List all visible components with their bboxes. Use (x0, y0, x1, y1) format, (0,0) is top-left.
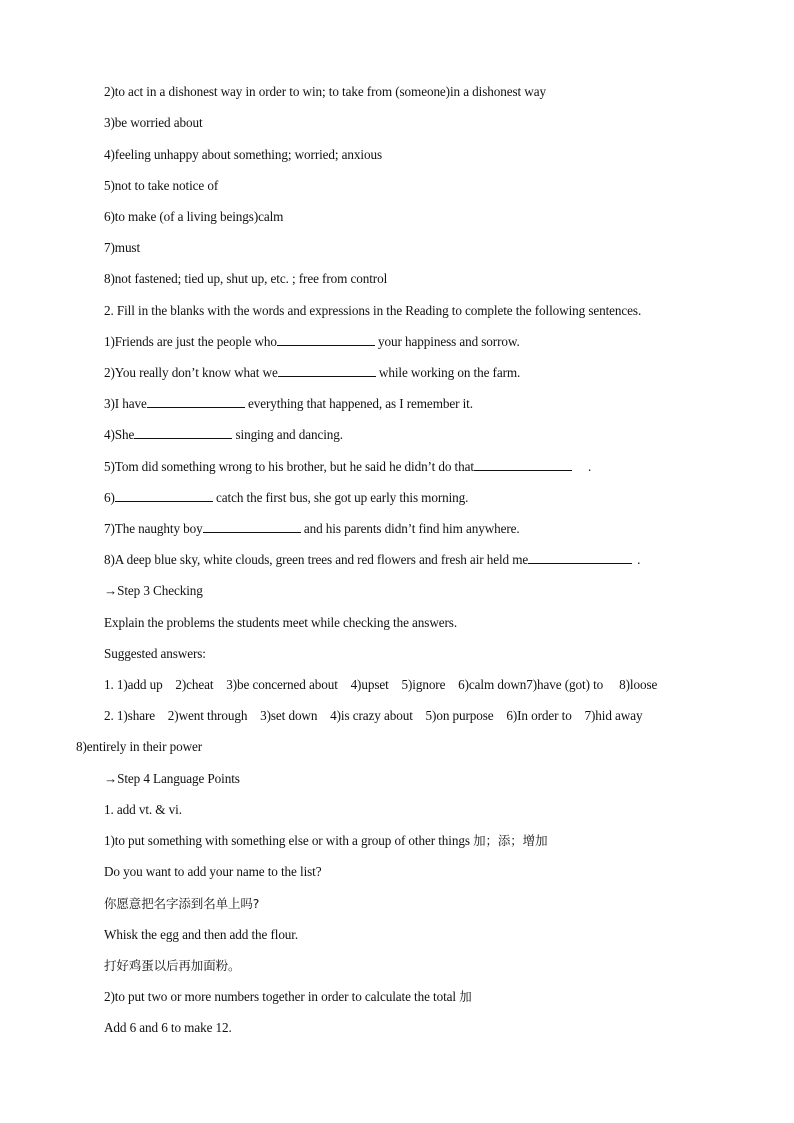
answers-task2: 2. 1)share 2)went through 3)set down 4)is crazy about 5)on purpose 6)In order to 7)hid away (104, 708, 643, 723)
fill-sentence-4-start: 4)She (104, 427, 135, 442)
fill-sentence-3-start: 3)I have (104, 396, 147, 411)
example-2-cn: 打好鸡蛋以后再加面粉。 (104, 958, 241, 973)
fill-sentence-6-start: 6) (104, 490, 115, 505)
definition-5: 5)not to take notice of (104, 178, 219, 193)
add-definition-2 (104, 988, 472, 1006)
add-definition-1-en: 1)to put something with something else or with a group of other things (104, 833, 474, 848)
fill-sentence-6 (104, 489, 468, 507)
suggested-answers-label: Suggested answers: (104, 646, 206, 661)
fill-sentence-5 (104, 458, 591, 476)
fill-sentence-8-end: . (637, 552, 641, 567)
fill-sentence-3 (104, 395, 473, 413)
task2-instruction: 2. Fill in the blanks with the words and expressions in the Reading to complete the following sentences. (104, 303, 642, 318)
answer-blank-3 (147, 395, 245, 408)
answer-blank-1 (277, 333, 375, 346)
fill-sentence-8 (104, 551, 640, 569)
fill-sentence-2-start: 2)You really don’t know what we (104, 365, 278, 380)
fill-sentence-6-end: catch the first bus, she got up early this morning. (212, 490, 469, 505)
fill-sentence-7-start: 7)The naughty boy (104, 521, 203, 536)
definition-2: 2)to act in a dishonest way in order to win; to take from (someone)in a dishonest way (104, 84, 546, 99)
fill-sentence-5-end: . (587, 459, 592, 474)
answers-task2-continued: 8)entirely in their power (76, 739, 203, 754)
add-definition-2-cn: 加 (459, 989, 472, 1004)
fill-sentence-4 (104, 426, 343, 444)
definition-3: 3)be worried about (104, 115, 203, 130)
example-3-en: Add 6 and 6 to make 12. (104, 1020, 232, 1035)
step3-explain: Explain the problems the students meet while checking the answers. (104, 615, 458, 630)
fill-sentence-5-start: 5)Tom did something wrong to his brother, but he said he didn’t do that (104, 459, 474, 474)
definition-4: 4)feeling unhappy about something; worried; anxious (104, 147, 383, 162)
add-definition-1 (104, 832, 547, 850)
fill-sentence-2-end: while working on the farm. (375, 365, 521, 380)
language-point-1: 1. add vt. & vi. (104, 802, 182, 817)
example-1-cn: 你愿意把名字添到名单上吗? (104, 896, 260, 911)
definition-7: 7)must (104, 240, 141, 255)
fill-sentence-1 (104, 333, 520, 351)
definition-8: 8)not fastened; tied up, shut up, etc. ; free from control (104, 271, 388, 286)
fill-sentence-8-start: 8)A deep blue sky, white clouds, green trees and red flowers and fresh air held me (104, 552, 529, 567)
answers-task1: 1. 1)add up 2)cheat 3)be concerned about 4)upset 5)ignore 6)calm down7)have (got) to 8)loose (104, 677, 658, 692)
add-definition-1-cn: 加；添；增加 (473, 833, 548, 848)
fill-sentence-1-start: 1)Friends are just the people who (104, 334, 277, 349)
fill-sentence-1-end: your happiness and sorrow. (374, 334, 520, 349)
fill-sentence-3-end: everything that happened, as I remember it. (244, 396, 473, 411)
answer-blank-6 (115, 489, 213, 502)
answer-blank-4 (134, 426, 232, 439)
answer-blank-2 (278, 364, 376, 377)
example-2-en: Whisk the egg and then add the flour. (104, 927, 299, 942)
fill-sentence-7 (104, 520, 520, 538)
definition-6: 6)to make (of a living beings)calm (104, 209, 284, 224)
answer-blank-5 (474, 458, 572, 471)
add-definition-2-en: 2)to put two or more numbers together in order to calculate the total (104, 989, 460, 1004)
fill-sentence-2 (104, 364, 520, 382)
answer-blank-8 (528, 551, 632, 564)
fill-sentence-4-end: singing and dancing. (232, 427, 343, 442)
step4-heading: →Step 4 Language Points (104, 771, 240, 786)
step3-heading: →Step 3 Checking (104, 583, 203, 598)
fill-sentence-7-end: and his parents didn’t find him anywhere. (300, 521, 520, 536)
example-1-en: Do you want to add your name to the list? (104, 864, 322, 879)
answer-blank-7 (203, 520, 301, 533)
